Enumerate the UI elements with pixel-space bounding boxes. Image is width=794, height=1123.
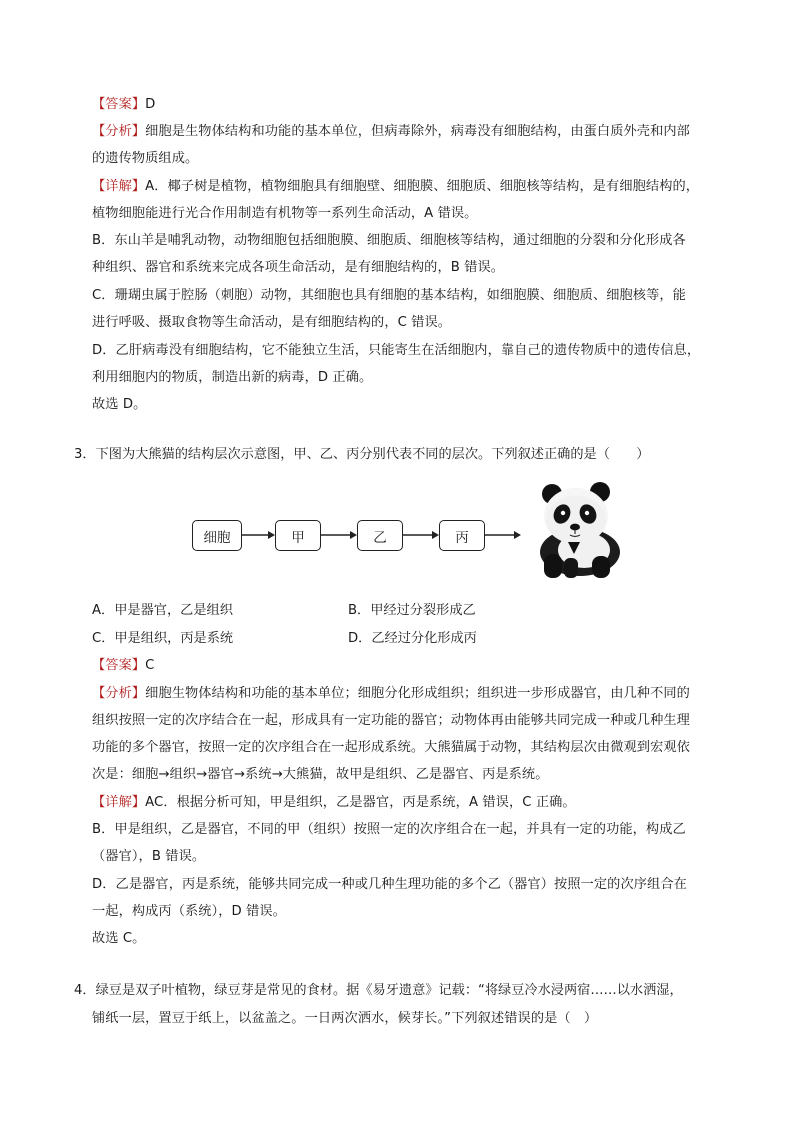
q2-detail-line-3: B．东山羊是哺乳动物，动物细胞包括细胞膜、细胞质、细胞核等结构，通过细胞的分裂和分化形成各 [92,233,686,248]
q2-detail-line-8: 利用细胞内的物质，制造出新的病毒，D 正确。 [92,370,373,385]
q3-analysis-line-2: 组织按照一定的次序结合在一起，形成具有一定功能的器官；动物体再由能够共同完成一种或几种生理 [92,713,690,728]
q3-analysis-line-3: 功能的多个器官，按照一定的次序组合在一起形成系统。大熊猫属于动物，其结构层次由微观到宏观依 [92,740,690,755]
q3-detail-line-1 [92,793,576,813]
q3-analysis-line-1 [92,684,690,704]
detail-tag: 【详解】 [92,179,146,194]
analysis-tag: 【分析】 [92,686,146,701]
detail-tag: 【详解】 [92,795,146,810]
q3-answer-line [92,656,154,676]
q2-detail-line-4: 种组织、器官和系统来完成各项生命活动，是有细胞结构的，B 错误。 [92,260,505,275]
q3-detail-line-2: B．甲是组织，乙是器官，不同的甲（组织）按照一定的次序组合在一起，并具有一定的功能，构成乙 [92,822,686,837]
q3-option-c: C．甲是组织，丙是系统 [92,631,234,646]
q3-detail-line-5: 一起，构成丙（系统），D 错误。 [92,904,286,919]
q3-stem [74,445,649,465]
answer-tag: 【答案】 [92,97,146,112]
q2-analysis-line-1 [92,122,690,142]
answer-value: D [145,97,156,112]
q3-option-d: D．乙经过分化形成丙 [348,631,477,646]
q4-stem-text: 绿豆是双子叶植物，绿豆芽是常见的食材。据《易牙遗意》记载：“将绿豆冷水浸两宿……以水洒湿， [95,983,683,998]
q2-detail-line-5: C．珊瑚虫属于腔肠（刺胞）动物，其细胞也具有细胞的基本结构，如细胞膜、细胞质、细胞核等，能 [92,288,686,303]
arrow-icon [403,530,439,540]
q2-detail-line-2: 植物细胞能进行光合作用制造有机物等一系列生命活动，A 错误。 [92,206,478,221]
arrow-icon [242,530,275,540]
q4-number: 4． [74,983,96,998]
q2-detail-line-1 [92,177,699,197]
q3-detail-line-4: D．乙是器官，丙是系统，能够共同完成一种或几种生理功能的多个乙（器官）按照一定的次序组合在 [92,877,687,892]
q3-option-b: B．甲经过分裂形成乙 [348,603,476,618]
q2-detail-line-7: D．乙肝病毒没有细胞结构，它不能独立生活，只能寄生在活细胞内，靠自己的遗传物质中的遗传信息， [92,343,701,358]
q3-number: 3． [74,447,96,462]
q3-conclusion: 故选 C。 [92,931,146,946]
q2-conclusion: 故选 D。 [92,397,147,412]
analysis-text: 细胞生物体结构和功能的基本单位；细胞分化形成组织；组织进一步形成器官，由几种不同的 [145,686,690,701]
analysis-tag: 【分析】 [92,124,146,139]
arrow-icon [485,530,521,540]
answer-tag: 【答案】 [92,658,146,673]
q2-analysis-line-2: 的遗传物质组成。 [92,151,199,166]
detail-text: A．椰子树是植物，植物细胞具有细胞壁、细胞膜、细胞质、细胞核等结构，是有细胞结构的， [145,179,700,194]
q3-analysis-line-4: 次是：细胞→组织→器官→系统→大熊猫，故甲是组织、乙是器官、丙是系统。 [92,767,549,782]
arrow-icon [321,530,357,540]
giant-panda-image [530,480,626,580]
answer-value: C [145,658,155,673]
diagram-box-bing: 丙 [439,520,485,551]
diagram-box-jia: 甲 [275,520,321,551]
diagram-box-yi: 乙 [357,520,403,551]
q4-stem-line-2: 铺纸一层，置豆于纸上，以盆盖之。一日两次洒水，候芽长。”下列叙述错误的是（ ） [92,1011,598,1026]
q3-option-a: A．甲是器官，乙是组织 [92,603,233,618]
q2-detail-line-6: 进行呼吸、摄取食物等生命活动，是有细胞结构的，C 错误。 [92,315,452,330]
q4-stem-line-1 [74,981,683,1001]
diagram-box-cell: 细胞 [192,520,242,551]
detail-text: AC．根据分析可知，甲是组织，乙是器官，丙是系统，A 错误，C 正确。 [145,795,576,810]
analysis-text: 细胞是生物体结构和功能的基本单位，但病毒除外，病毒没有细胞结构，由蛋白质外壳和内部 [145,124,690,139]
q3-stem-text: 下图为大熊猫的结构层次示意图，甲、乙、丙分别代表不同的层次。下列叙述正确的是（ ） [95,447,650,462]
q2-answer-line [92,95,155,115]
q3-detail-line-3: （器官），B 错误。 [92,849,206,864]
